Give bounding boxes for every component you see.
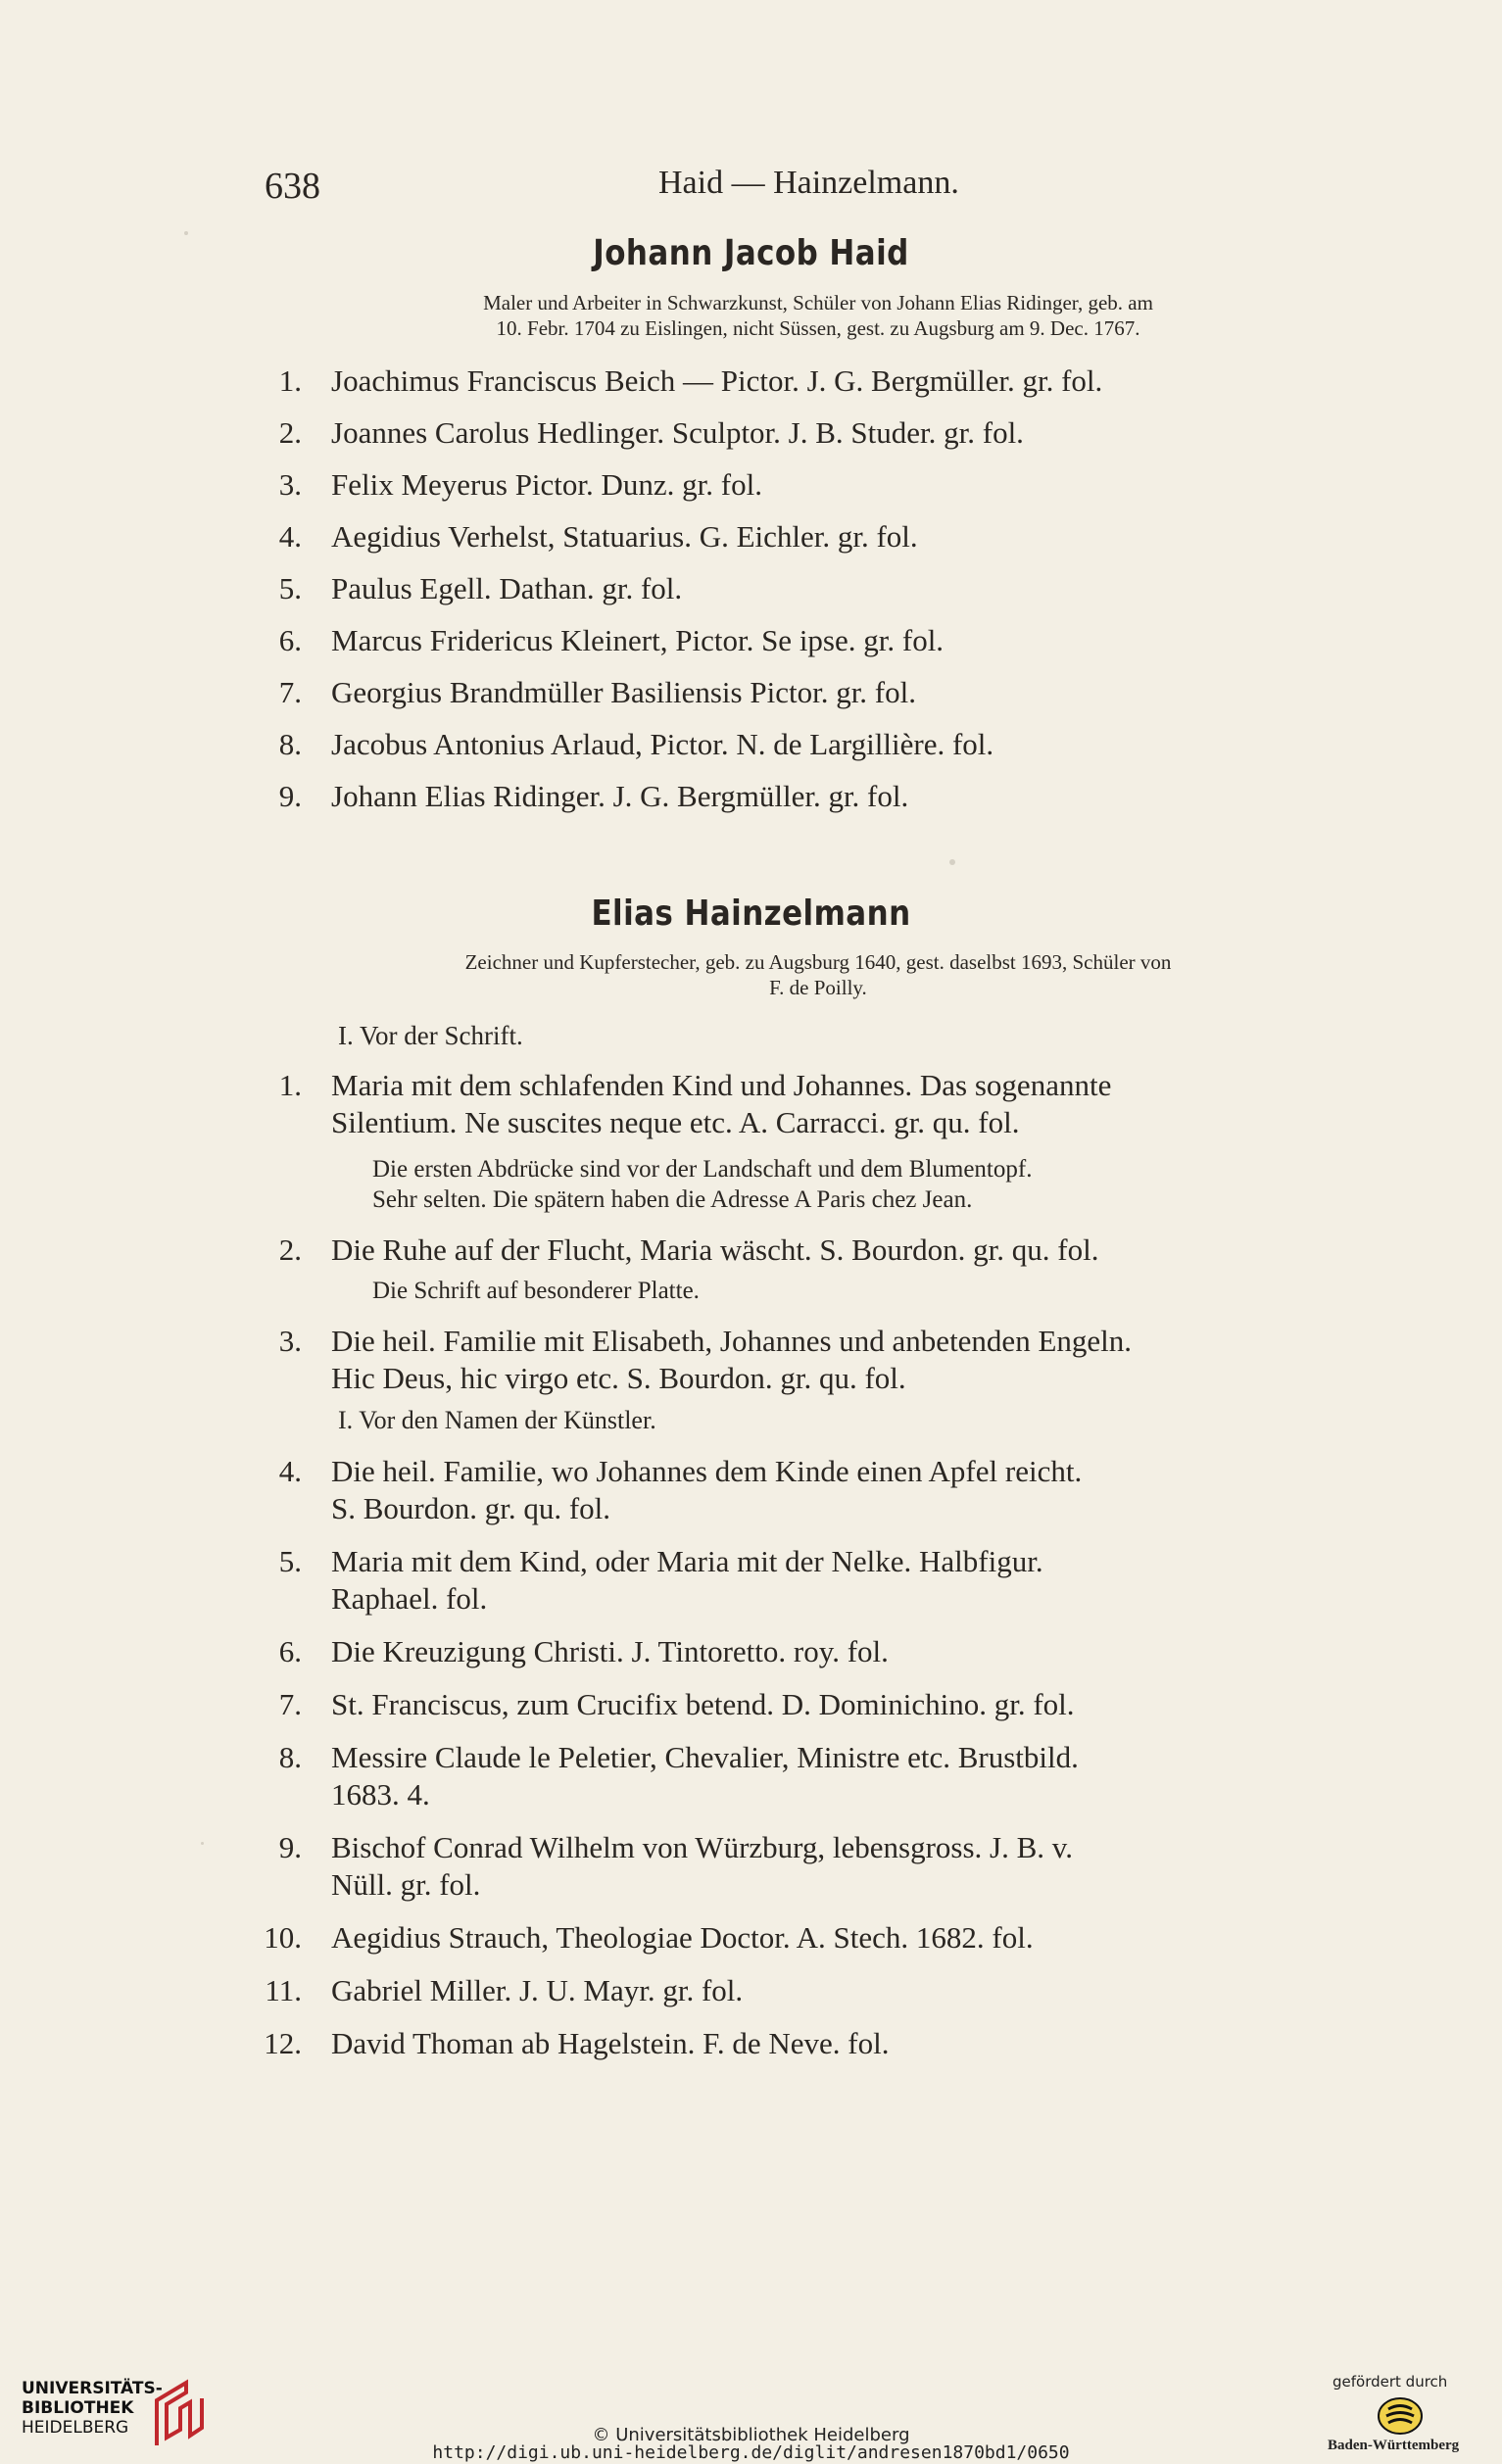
entry-text: Die heil. Familie mit Elisabeth, Johannes und anbetenden Engeln. (331, 1324, 1133, 1358)
bio-line: 10. Febr. 1704 zu Eislingen, nicht Süssen, gest. zu Augsburg am 9. Dec. 1767. (496, 316, 1140, 340)
state-heading: I. Vor den Namen der Künstler. (338, 1406, 656, 1434)
entry-text: S. Bourdon. gr. qu. fol. (331, 1491, 611, 1525)
entry-text: David Thoman ab Hagelstein. F. de Neve. fol. (331, 2026, 890, 2060)
bio-line: F. de Poilly. (769, 976, 867, 999)
entry-number: 11. (265, 1973, 302, 2007)
page-number: 638 (265, 166, 320, 207)
library-name-line: UNIVERSITÄTS- (22, 2379, 163, 2398)
entry-text: Georgius Brandmüller Basiliensis Pictor. gr. fol. (331, 675, 916, 709)
entry-number: 2. (278, 1232, 302, 1267)
entry-note: Die ersten Abdrücke sind vor der Landschaft und dem Blumentopf. (372, 1156, 1033, 1183)
copyright-notice: © Universitätsbibliothek Heidelberg (592, 2425, 910, 2445)
entry-number: 5. (278, 1544, 302, 1578)
entry-text: Maria mit dem schlafenden Kind und Johannes. Das sogenannte (331, 1068, 1112, 1102)
entry-text: Felix Meyerus Pictor. Dunz. gr. fol. (331, 467, 762, 502)
entry-text: Marcus Fridericus Kleinert, Pictor. Se ipse. gr. fol. (331, 623, 945, 657)
artist-bio-hainzelmann (323, 949, 1313, 1000)
library-name-line: BIBLIOTHEK (22, 2398, 134, 2418)
entry-text: 1683. 4. (331, 1777, 430, 1812)
bio-line: Maler und Arbeiter in Schwarzkunst, Schüler von Johann Elias Ridinger, geb. am (483, 291, 1153, 314)
artist-heading-hainzelmann: Elias Hainzelmann (591, 894, 911, 934)
entry-note: Die Schrift auf besonderer Platte. (372, 1278, 700, 1304)
running-head: Haid — Hainzelmann. (658, 165, 959, 201)
entry-text: Messire Claude le Peletier, Chevalier, Ministre etc. Brustbild. (331, 1740, 1079, 1774)
entry-number: 4. (278, 1454, 302, 1488)
entry-text: Gabriel Miller. J. U. Mayr. gr. fol. (331, 1973, 744, 2007)
entry-text: Aegidius Verhelst, Statuarius. G. Eichler. gr. fol. (331, 519, 918, 554)
bio-line: Zeichner und Kupferstecher, geb. zu Augsburg 1640, gest. daselbst 1693, Schüler von (464, 950, 1172, 974)
entry-text: Aegidius Strauch, Theologiae Doctor. A. Stech. 1682. fol. (331, 1920, 1034, 1955)
entry-number: 6. (278, 623, 302, 657)
entry-text: Die Kreuzigung Christi. J. Tintoretto. roy. fol. (331, 1634, 889, 1668)
entry-text: Johann Elias Ridinger. J. G. Bergmüller. gr. fol. (331, 779, 909, 813)
entry-number: 1. (278, 363, 302, 398)
entry-text: Bischof Conrad Wilhelm von Würzburg, lebensgross. J. B. v. (331, 1830, 1074, 1864)
coat-of-arms-icon (1377, 2396, 1424, 2436)
entry-text: Die heil. Familie, wo Johannes dem Kinde einen Apfel reicht. (331, 1454, 1083, 1488)
entry-text: Raphael. fol. (331, 1581, 488, 1616)
entry-text: Jacobus Antonius Arlaud, Pictor. N. de Largillière. fol. (331, 727, 994, 761)
entry-text: Joachimus Franciscus Beich — Pictor. J. G. Bergmüller. gr. fol. (331, 363, 1103, 398)
entry-number: 7. (278, 1687, 302, 1721)
entry-number: 6. (278, 1634, 302, 1668)
entry-text: St. Franciscus, zum Crucifix betend. D. Dominichino. gr. fol. (331, 1687, 1075, 1721)
entry-number: 5. (278, 571, 302, 605)
entry-number: 1. (278, 1068, 302, 1102)
entry-number: 3. (278, 467, 302, 502)
entry-text: Joannes Carolus Hedlinger. Sculptor. J. B. Studer. gr. fol. (331, 415, 1024, 450)
entry-note: Sehr selten. Die spätern haben die Adresse A Paris chez Jean. (372, 1186, 973, 1213)
funder-name: Baden-Württemberg (1328, 2438, 1460, 2453)
artist-heading-haid: Johann Jacob Haid (593, 233, 909, 273)
entry-number: 12. (264, 2026, 302, 2060)
state-heading: I. Vor der Schrift. (338, 1021, 523, 1050)
funder-label: gefördert durch (1332, 2373, 1448, 2391)
entry-number: 8. (278, 727, 302, 761)
entry-text: Maria mit dem Kind, oder Maria mit der Nelke. Halbfigur. (331, 1544, 1043, 1578)
entry-number: 2. (278, 415, 302, 450)
entry-number: 3. (278, 1324, 302, 1358)
entry-text: Hic Deus, hic virgo etc. S. Bourdon. gr. qu. fol. (331, 1361, 906, 1395)
source-url-link[interactable]: http://digi.ub.uni-heidelberg.de/diglit/andresen1870bd1/0650 (432, 2442, 1070, 2463)
library-name-line: HEIDELBERG (22, 2418, 129, 2438)
entry-number: 4. (278, 519, 302, 554)
entry-text: Paulus Egell. Dathan. gr. fol. (331, 571, 683, 605)
entry-number: 8. (278, 1740, 302, 1774)
entry-number: 10. (264, 1920, 302, 1955)
entry-text: Die Ruhe auf der Flucht, Maria wäscht. S. Bourdon. gr. qu. fol. (331, 1232, 1099, 1267)
entry-text: Silentium. Ne suscites neque etc. A. Carracci. gr. qu. fol. (331, 1105, 1020, 1139)
entry-number: 9. (278, 1830, 302, 1864)
artist-bio-haid (323, 290, 1313, 341)
entry-number: 9. (278, 779, 302, 813)
entry-text: Nüll. gr. fol. (331, 1867, 481, 1902)
entry-number: 7. (278, 675, 302, 709)
